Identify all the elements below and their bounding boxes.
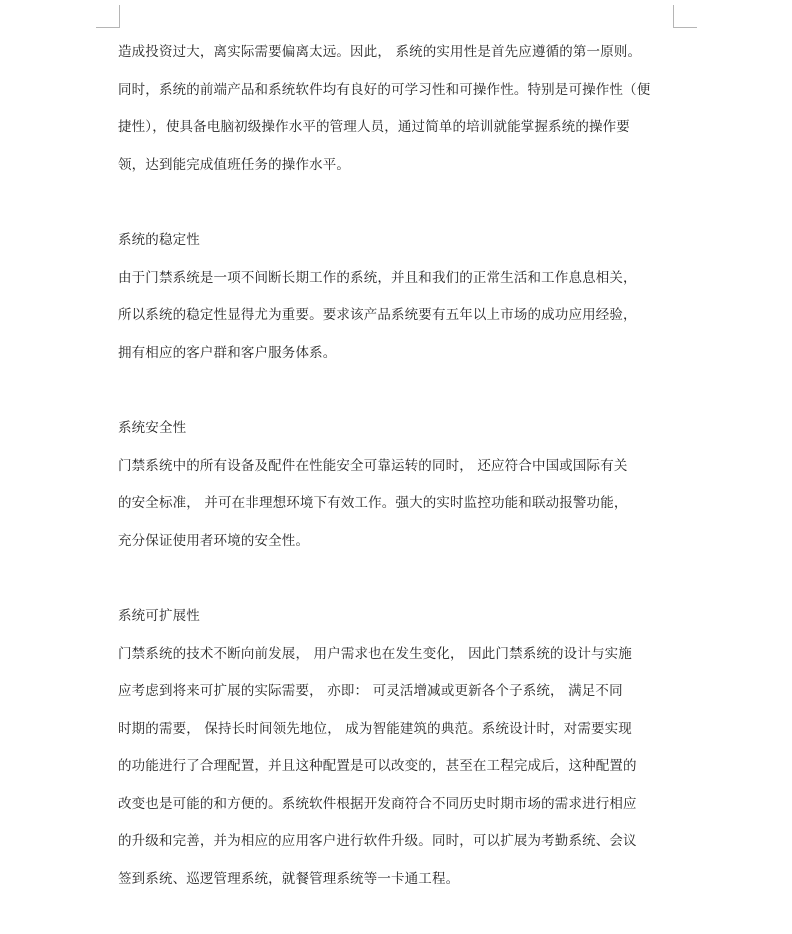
text-line: 的安全标准， 并可在非理想环境下有效工作。强大的实时监控功能和联动报警功能， (118, 495, 628, 511)
crop-mark-top-right (673, 5, 697, 28)
crop-mark-top-left (96, 5, 120, 28)
section-spacer (118, 184, 678, 222)
section-heading-stability: 系统的稳定性 (118, 232, 200, 248)
text-line: 领，达到能完成值班任务的操作水平。 (118, 156, 351, 173)
text-line: 充分保证使用者环境的安全性。 (118, 532, 310, 549)
text-line: 的升级和完善，并为相应的应用客户进行软件升级。同时，可以扩展为考勤系统、会议 (118, 833, 637, 849)
text-line: 同时，系统的前端产品和系统软件均有良好的可学习性和可操作性。特别是可操作性（便 (118, 81, 651, 98)
document-body (118, 34, 678, 898)
section-spacer (118, 372, 678, 410)
section-heading-security: 系统安全性 (118, 420, 187, 436)
text-line: 拥有相应的客户群和客户服务体系。 (118, 344, 337, 361)
text-line: 改变也是可能的和方便的。系统软件根据开发商符合不同历史时期市场的需求进行相应 (118, 795, 637, 812)
text-line: 造成投资过大，离实际需要偏离太远。因此， 系统的实用性是首先应遵循的第一原则。 (118, 44, 642, 60)
section-spacer (118, 560, 678, 598)
text-line: 所以系统的稳定性显得尤为重要。要求该产品系统要有五年以上市场的成功应用经验， (118, 307, 637, 323)
text-line: 应考虑到将来可扩展的实际需要， 亦即： 可灵活增减或更新各个子系统， 满足不同 (118, 683, 623, 699)
security-paragraph (118, 448, 678, 561)
text-line: 的功能进行了合理配置，并且这种配置是可以改变的，甚至在工程完成后，这种配置的 (118, 758, 637, 774)
scalability-paragraph (118, 636, 678, 899)
text-line: 门禁系统的技术不断向前发展， 用户需求也在发生变化， 因此门禁系统的设计与实施 (118, 645, 632, 662)
text-line: 捷性），使具备电脑初级操作水平的管理人员，通过简单的培训就能掌握系统的操作要 (118, 119, 630, 135)
text-line: 签到系统、巡逻管理系统，就餐管理系统等一卡通工程。 (118, 870, 460, 887)
stability-paragraph (118, 260, 678, 373)
text-line: 时期的需要， 保持长时间领先地位， 成为智能建筑的典范。系统设计时，对需要实现 (118, 720, 632, 737)
intro-paragraph (118, 34, 678, 184)
text-line: 由于门禁系统是一项不间断长期工作的系统，并且和我们的正常生活和工作息息相关， (118, 269, 637, 286)
text-line: 门禁系统中的所有设备及配件在性能安全可靠运转的同时， 还应符合中国或国际有关 (118, 457, 628, 474)
section-heading-scalability: 系统可扩展性 (118, 608, 200, 624)
